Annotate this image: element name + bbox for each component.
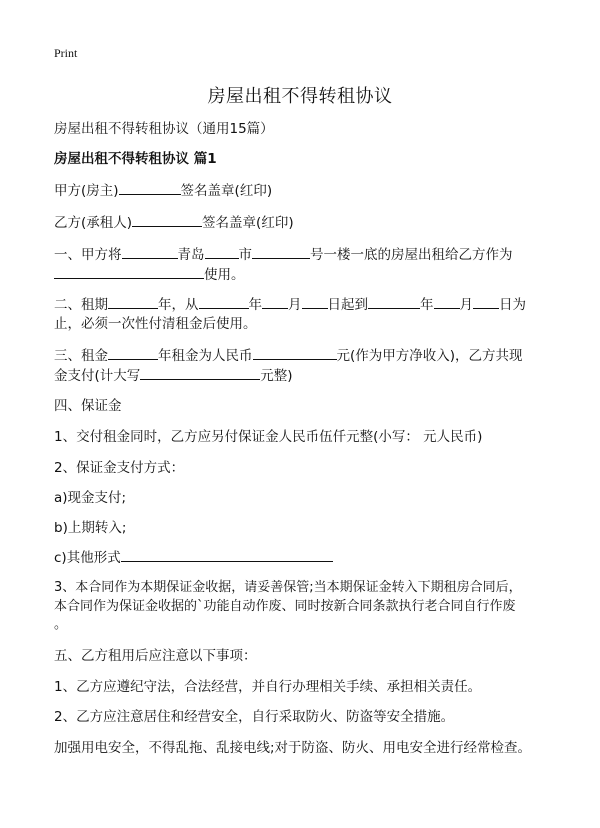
document-title: 房屋出租不得转租协议 [207,86,393,107]
blank-field[interactable] [262,293,288,309]
party-b-label: 乙方(承租人) [54,215,133,231]
clause2-text: 年，从 [158,297,199,313]
section-heading: 房屋出租不得转租协议 篇1 [54,151,217,167]
blank-field[interactable] [473,293,499,309]
notice-item-2: 2、乙方应注意居住和经营安全，自行采取防火、防盗等安全措施。 [54,709,455,725]
notice-item-3: 加强用电安全，不得乱拖、乱接电线;对于防盗、防火、用电安全进行经常检查。 [54,740,532,756]
blank-field[interactable] [108,293,158,309]
clause2-text: 月 [459,297,473,313]
clause2-text: 年 [420,297,434,313]
clause1-text: 一、甲方将 [54,247,122,263]
deposit-item-1: 1、交付租金同时，乙方应另付保证金人民币伍仟元整(小写： 元人民币) [54,429,483,445]
party-b-blank[interactable] [132,211,202,227]
deposit-item-2: 2、保证金支付方式： [54,460,185,476]
blank-field[interactable] [302,293,328,309]
blank-field[interactable] [54,263,204,279]
clause1-text: 使用。 [204,267,245,283]
clause1-text: 青岛 [177,247,205,263]
option-c: c)其他形式 [54,550,121,566]
blank-field[interactable] [122,243,178,259]
clause2-text: 日起到 [327,297,368,313]
blank-field[interactable] [368,293,420,309]
blank-field[interactable] [199,293,249,309]
party-a-label: 甲方(房主) [54,183,119,199]
blank-field[interactable] [140,364,260,380]
clause1-text: 市 [238,247,252,263]
deposit-item-3-line2: 本合同作为保证金收据的`功能自动作废、同时按新合同条款执行老合同自行作废 [54,599,516,614]
blank-field[interactable] [434,293,460,309]
clause3-text: 元整) [260,368,293,384]
clause3-text: 三、租金 [54,348,108,364]
option-c-line [54,546,333,569]
clause3-text: 年租金为人民币 [158,348,253,364]
blank-field[interactable] [108,344,158,360]
deposit-heading: 四、保证金 [54,398,122,414]
deposit-item-3-line1: 3、本合同作为本期保证金收据，请妥善保管;当本期保证金转入下期租房合同后， [54,580,522,595]
subtitle: 房屋出租不得转租协议（通用15篇） [54,121,274,137]
deposit-item-3-line3: 。 [54,617,68,632]
notice-item-1: 1、乙方应遵纪守法，合法经营，并自行办理相关手续、承担相关责任。 [54,679,482,695]
clause3-text: 元(作为甲方净收入)，乙方共现 [336,348,523,364]
clause2-text: 年 [248,297,262,313]
blank-field[interactable] [253,344,337,360]
print-label[interactable]: Print [54,46,78,60]
blank-field[interactable] [252,243,310,259]
party-b-sign: 签名盖章(红印) [202,215,294,231]
party-a-line [54,179,272,202]
party-a-blank[interactable] [119,179,181,195]
clause1-line2 [54,263,245,286]
clause2-text: 月 [288,297,302,313]
clause3-text: 金支付(计大写 [54,368,141,384]
clause1-text: 号一楼一底的房屋出租给乙方作为 [310,247,513,263]
clause3-line2 [54,364,293,387]
clause2-line2: 止，必须一次性付清租金后使用。 [54,316,257,332]
blank-field[interactable] [205,243,239,259]
option-a: a)现金支付; [54,490,127,506]
blank-field[interactable] [121,546,333,562]
option-b: b)上期转入; [54,520,127,536]
party-a-sign: 签名盖章(红印) [180,183,273,199]
clause2-text: 日为 [499,297,526,313]
notice-heading: 五、乙方租用后应注意以下事项： [54,648,257,664]
clause2-text: 二、租期 [54,297,108,313]
party-b-line [54,211,294,234]
